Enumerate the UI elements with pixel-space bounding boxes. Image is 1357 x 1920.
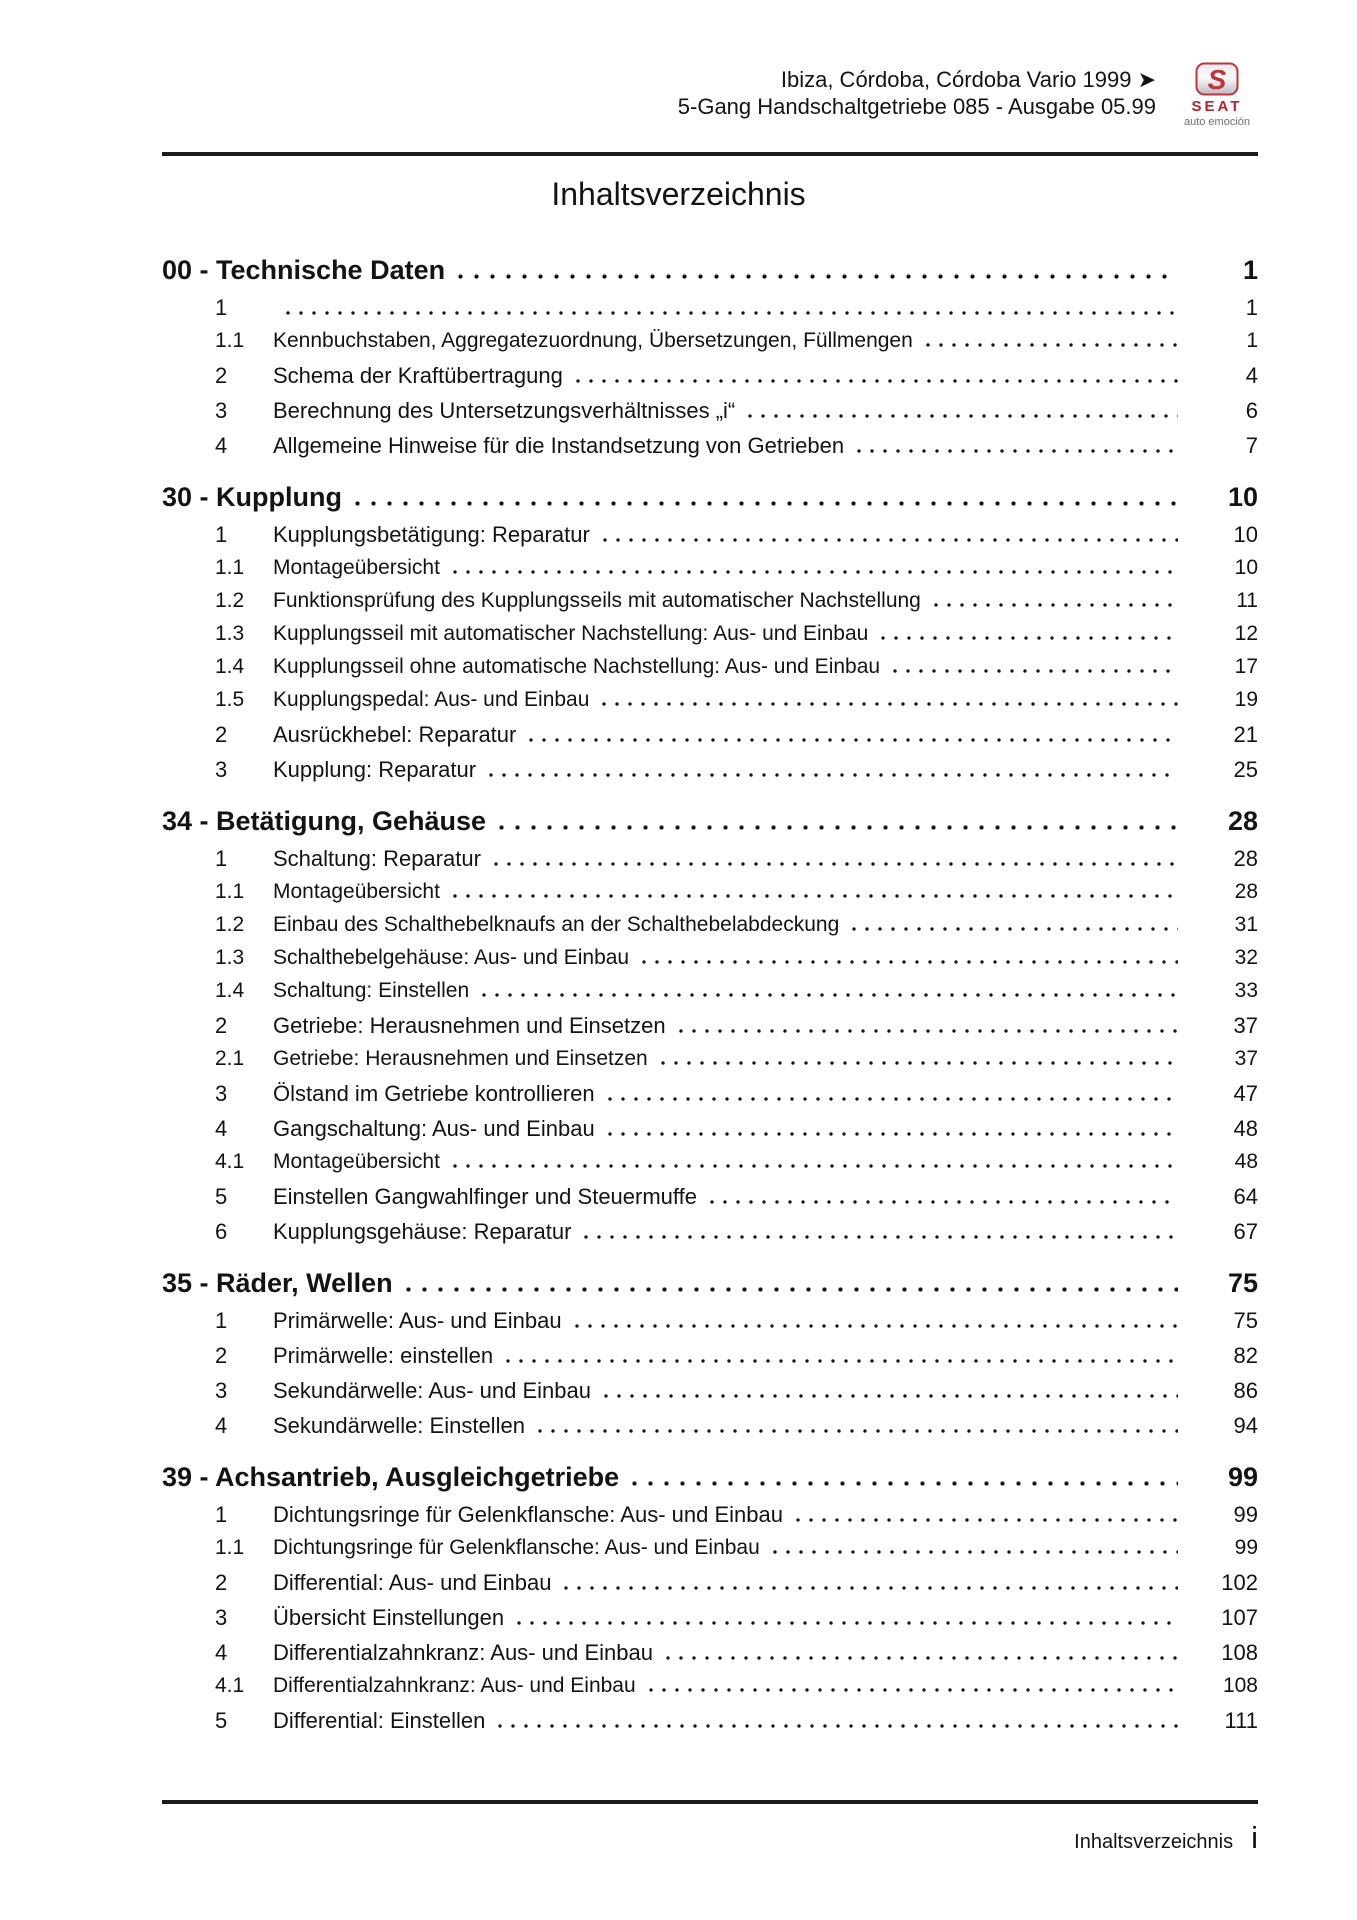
toc-section	[162, 805, 1258, 1245]
toc-chapter-row	[162, 1461, 1258, 1493]
toc-entry-row	[162, 621, 1258, 647]
toc-entry-number: 3	[215, 1378, 228, 1403]
toc-section	[162, 1267, 1258, 1439]
toc-entry-page-number: 11	[1236, 589, 1258, 612]
toc-entry-number: 1.4	[215, 979, 245, 1002]
toc-section	[162, 1461, 1258, 1734]
toc-entry-page-number: 28	[1234, 880, 1258, 903]
toc-entry-number: 1.2	[215, 589, 245, 612]
toc-entry-row	[162, 1308, 1258, 1334]
toc-entry-title: Montageübersicht	[273, 1150, 440, 1173]
dot-leader	[748, 414, 1178, 418]
toc-entry-page-number: 64	[1233, 1184, 1258, 1209]
dot-leader	[453, 894, 1178, 898]
toc-chapter-page-number: 99	[1227, 1462, 1258, 1492]
toc-entry-row	[162, 1081, 1258, 1107]
toc-entry-number: 4	[215, 1640, 228, 1665]
toc-entry-title: Ausrückhebel: Reparatur	[273, 722, 517, 747]
toc-chapter-row	[162, 1267, 1258, 1299]
toc-entry-number: 1	[215, 1308, 228, 1333]
toc-entry-page-number: 37	[1234, 1047, 1258, 1070]
dot-leader	[881, 636, 1178, 640]
toc-entry-number: 1.1	[215, 1536, 245, 1559]
toc-entry-page-number: 48	[1234, 1150, 1258, 1173]
toc-entry-number: 4	[215, 1413, 228, 1438]
toc-entry-title: Differentialzahnkranz: Aus- und Einbau	[273, 1640, 653, 1665]
toc-entry-number: 1	[215, 1502, 228, 1527]
toc-entry-page-number: 82	[1233, 1343, 1258, 1368]
dot-leader	[796, 1518, 1178, 1522]
toc-entry-page-number: 17	[1234, 655, 1258, 678]
toc-chapter-title: 39 - Achsantrieb, Ausgleichgetriebe	[162, 1462, 620, 1492]
toc-chapter-row	[162, 254, 1258, 286]
toc-entry-row	[162, 978, 1258, 1004]
toc-entry-title: Montageübersicht	[273, 556, 440, 579]
toc-entry-row	[162, 1413, 1258, 1439]
toc-entry-number: 2	[215, 1570, 228, 1595]
toc-entry-title: Ölstand im Getriebe kontrollieren	[273, 1081, 595, 1106]
seat-wordmark: SEAT	[1191, 98, 1243, 115]
toc-entry-number: 4.1	[215, 1674, 245, 1697]
dot-leader	[926, 343, 1178, 347]
toc-entry-page-number: 21	[1233, 722, 1258, 747]
toc-entry-page-number: 107	[1221, 1605, 1258, 1630]
dot-leader	[604, 1394, 1178, 1398]
toc-entry-number: 4	[215, 1116, 228, 1141]
toc-entry-title: Getriebe: Herausnehmen und Einsetzen	[273, 1013, 666, 1038]
dot-leader	[406, 1287, 1178, 1292]
footer-section-label: Inhaltsverzeichnis	[1074, 1831, 1234, 1853]
toc-entry-page-number: 108	[1221, 1640, 1258, 1665]
dot-leader	[453, 1164, 1178, 1168]
toc-chapter-title: 35 - Räder, Wellen	[162, 1268, 393, 1298]
toc-entry-row	[162, 363, 1258, 389]
dot-leader	[934, 603, 1178, 607]
toc-entry-row	[162, 1149, 1258, 1175]
dot-leader	[575, 1324, 1178, 1328]
toc-entry-title: Kupplungsseil mit automatischer Nachstellung: Aus- und Einbau	[273, 622, 869, 645]
toc-entry-row	[162, 1116, 1258, 1142]
toc-chapter-page-number: 10	[1227, 482, 1258, 512]
dot-leader	[286, 311, 1178, 315]
toc-entry-page-number: 1	[1245, 295, 1258, 320]
toc-entry-row	[162, 1378, 1258, 1404]
toc-entry-page-number: 75	[1233, 1308, 1258, 1333]
toc-entry-number: 3	[215, 1081, 228, 1106]
toc-entry-row	[162, 1570, 1258, 1596]
seat-emblem-icon	[1195, 62, 1239, 96]
dot-leader	[564, 1586, 1178, 1590]
toc-entry-page-number: 32	[1234, 946, 1258, 969]
toc-chapter-page-number: 75	[1227, 1268, 1258, 1298]
dot-leader	[584, 1235, 1178, 1239]
dot-leader	[494, 862, 1178, 866]
toc-entry-number: 2	[215, 1013, 228, 1038]
toc-entry-row	[162, 687, 1258, 713]
dot-leader	[632, 1481, 1178, 1486]
toc-entry-row	[162, 1343, 1258, 1369]
toc-entry-title: Allgemeine Hinweise für die Instandsetzung von Getrieben	[273, 433, 845, 458]
toc-entry-title: Einstellen Gangwahlfinger und Steuermuffe	[273, 1184, 697, 1209]
toc-entry-title: Schaltung: Reparatur	[273, 846, 481, 871]
toc-entry-title: Primärwelle: einstellen	[273, 1343, 494, 1368]
dot-leader	[482, 993, 1178, 997]
toc-entry-row	[162, 1046, 1258, 1072]
dot-leader	[498, 1724, 1178, 1728]
toc-entry-number: 2	[215, 363, 228, 388]
toc-entry-title: Differentialzahnkranz: Aus- und Einbau	[273, 1674, 636, 1697]
toc-entry-title: Schaltung: Einstellen	[273, 979, 470, 1002]
toc-entry-page-number: 108	[1222, 1674, 1258, 1697]
header-divider	[162, 152, 1258, 156]
toc-entry-title: Dichtungsringe für Gelenkflansche: Aus- und Einbau	[273, 1536, 760, 1559]
toc-entry-page-number: 99	[1233, 1502, 1258, 1527]
toc-chapter-row	[162, 805, 1258, 837]
toc-entry-number: 5	[215, 1184, 228, 1209]
seat-logo	[1176, 62, 1258, 128]
toc-entry-number: 6	[215, 1219, 228, 1244]
toc-chapter-page-number: 1	[1242, 255, 1258, 285]
dot-leader	[506, 1359, 1178, 1363]
toc-entry-number: 1.5	[215, 688, 245, 711]
dot-leader	[608, 1132, 1178, 1136]
header-manual-line: 5-Gang Handschaltgetriebe 085 - Ausgabe 05.99	[677, 94, 1156, 119]
toc-entry-title: Sekundärwelle: Aus- und Einbau	[273, 1378, 591, 1403]
toc-entry-row	[162, 588, 1258, 614]
toc-entry-page-number: 67	[1233, 1219, 1258, 1244]
toc-entry-number: 1.1	[215, 880, 245, 903]
toc-entry-number: 1	[215, 295, 228, 320]
header-model-line: Ibiza, Córdoba, Córdoba Vario 1999 ➤	[780, 67, 1156, 92]
toc-entry-row	[162, 1013, 1258, 1039]
toc-entry-page-number: 99	[1234, 1536, 1258, 1559]
toc-entry-page-number: 7	[1245, 433, 1258, 458]
toc-entry-number: 1.2	[215, 913, 245, 936]
toc-entry-number: 2	[215, 722, 228, 747]
toc-entry-number: 5	[215, 1708, 228, 1733]
toc-entry-row	[162, 722, 1258, 748]
toc-entry-title: Kupplungsseil ohne automatische Nachstellung: Aus- und Einbau	[273, 655, 881, 678]
toc-chapter-title: 34 - Betätigung, Gehäuse	[162, 806, 487, 836]
dot-leader	[517, 1621, 1178, 1625]
toc-entry-number: 3	[215, 1605, 228, 1630]
table-of-contents	[162, 254, 1258, 1734]
dot-leader	[649, 1688, 1178, 1692]
toc-entry-row	[162, 433, 1258, 459]
toc-entry-number: 1.1	[215, 329, 245, 352]
toc-entry-page-number: 19	[1234, 688, 1258, 711]
toc-entry-page-number: 102	[1221, 1570, 1258, 1595]
toc-chapter-title: 00 - Technische Daten	[162, 255, 446, 285]
dot-leader	[661, 1061, 1178, 1065]
dot-leader	[679, 1029, 1178, 1033]
toc-entry-page-number: 47	[1233, 1081, 1258, 1106]
toc-entry-row	[162, 555, 1258, 581]
toc-entry-title: Primärwelle: Aus- und Einbau	[273, 1308, 562, 1333]
toc-entry-page-number: 33	[1234, 979, 1258, 1002]
page-title: Inhaltsverzeichnis	[551, 176, 806, 212]
toc-entry-title: Montageübersicht	[273, 880, 440, 903]
dot-leader	[852, 927, 1178, 931]
toc-entry-number: 1.4	[215, 655, 245, 678]
toc-entry-title: Dichtungsringe für Gelenkflansche: Aus- und Einbau	[273, 1502, 783, 1527]
toc-entry-title: Kupplungsbetätigung: Reparatur	[273, 522, 590, 547]
toc-entry-number: 1.3	[215, 622, 245, 645]
toc-entry-row	[162, 757, 1258, 783]
svg-text:S: S	[1207, 64, 1227, 95]
dot-leader	[529, 738, 1178, 742]
toc-entry-title: Funktionsprüfung des Kupplungsseils mit automatischer Nachstellung	[273, 589, 921, 612]
toc-entry-page-number: 1	[1246, 329, 1258, 352]
toc-entry-title: Übersicht Einstellungen	[273, 1605, 505, 1630]
toc-entry-title: Differential: Aus- und Einbau	[273, 1570, 552, 1595]
toc-entry-row	[162, 1502, 1258, 1528]
dot-leader	[538, 1429, 1178, 1433]
toc-entry-page-number: 37	[1233, 1013, 1258, 1038]
toc-entry-title: Schalthebelgehäuse: Aus- und Einbau	[273, 946, 630, 969]
toc-entry-title: Differential: Einstellen	[273, 1708, 486, 1733]
dot-leader	[603, 538, 1178, 542]
toc-entry-row	[162, 328, 1258, 354]
toc-entry-number: 4.1	[215, 1150, 245, 1173]
toc-entry-page-number: 31	[1234, 913, 1258, 936]
toc-entry-row	[162, 945, 1258, 971]
toc-entry-row	[162, 295, 1258, 321]
toc-entry-row	[162, 879, 1258, 905]
toc-entry-row	[162, 1708, 1258, 1734]
toc-entry-row	[162, 1184, 1258, 1210]
toc-entry-row	[162, 1640, 1258, 1666]
dot-leader	[576, 379, 1178, 383]
toc-entry-number: 1	[215, 846, 228, 871]
toc-entry-title: Gangschaltung: Aus- und Einbau	[273, 1116, 595, 1141]
footer-page-number: i	[1251, 1820, 1258, 1855]
dot-leader	[489, 773, 1178, 777]
toc-entry-page-number: 10	[1233, 522, 1258, 547]
toc-entry-title: Berechnung des Untersetzungsverhältnisses „i“	[273, 398, 736, 423]
toc-entry-row	[162, 1673, 1258, 1699]
dot-leader	[602, 702, 1178, 706]
dot-leader	[453, 570, 1178, 574]
toc-entry-row	[162, 1535, 1258, 1561]
toc-entry-page-number: 48	[1233, 1116, 1258, 1141]
seat-tagline: auto emoción	[1183, 116, 1251, 128]
page-header	[162, 66, 1258, 128]
page-footer	[1074, 1822, 1258, 1854]
toc-section	[162, 481, 1258, 783]
toc-entry-number: 2	[215, 1343, 228, 1368]
dot-leader	[893, 669, 1178, 673]
dot-leader	[857, 449, 1178, 453]
toc-entry-page-number: 94	[1233, 1413, 1258, 1438]
toc-entry-number: 3	[215, 757, 228, 782]
toc-entry-title: Kupplung: Reparatur	[273, 757, 477, 782]
toc-entry-page-number: 111	[1224, 1708, 1258, 1733]
dot-leader	[642, 960, 1178, 964]
toc-entry-title: Getriebe: Herausnehmen und Einsetzen	[273, 1047, 648, 1070]
toc-chapter-row	[162, 481, 1258, 513]
toc-entry-row	[162, 1605, 1258, 1631]
toc-entry-row	[162, 522, 1258, 548]
toc-entry-number: 3	[215, 398, 228, 423]
toc-entry-page-number: 28	[1233, 846, 1258, 871]
dot-leader	[355, 501, 1178, 506]
toc-chapter-page-number: 28	[1227, 806, 1258, 836]
toc-entry-title: Kupplungsgehäuse: Reparatur	[273, 1219, 572, 1244]
toc-entry-number: 1.1	[215, 556, 245, 579]
toc-section	[162, 254, 1258, 459]
dot-leader	[499, 825, 1178, 830]
dot-leader	[608, 1097, 1178, 1101]
dot-leader	[710, 1200, 1178, 1204]
toc-entry-title: Einbau des Schalthebelknaufs an der Schalthebelabdeckung	[273, 913, 840, 936]
toc-entry-title: Kupplungspedal: Aus- und Einbau	[273, 688, 590, 711]
toc-entry-page-number: 6	[1245, 398, 1258, 423]
toc-entry-number: 2.1	[215, 1047, 245, 1070]
toc-entry-page-number: 12	[1234, 622, 1258, 645]
dot-leader	[666, 1656, 1178, 1660]
toc-entry-number: 1	[215, 522, 228, 547]
dot-leader	[458, 274, 1178, 279]
toc-entry-row	[162, 398, 1258, 424]
toc-entry-row	[162, 654, 1258, 680]
toc-entry-title: Kennbuchstaben, Aggregatezuordnung, Übersetzungen, Füllmengen	[273, 329, 913, 352]
toc-entry-row	[162, 912, 1258, 938]
toc-entry-number: 4	[215, 433, 228, 458]
toc-entry-page-number: 25	[1233, 757, 1258, 782]
toc-entry-row	[162, 846, 1258, 872]
dot-leader	[773, 1550, 1178, 1554]
toc-entry-page-number: 86	[1233, 1378, 1258, 1403]
header-title-block	[678, 66, 1156, 120]
toc-entry-page-number: 4	[1245, 363, 1258, 388]
toc-entry-number: 1.3	[215, 946, 245, 969]
toc-chapter-title: 30 - Kupplung	[162, 482, 342, 512]
toc-entry-title: Schema der Kraftübertragung	[273, 363, 563, 388]
toc-entry-title: Sekundärwelle: Einstellen	[273, 1413, 525, 1438]
toc-entry-row	[162, 1219, 1258, 1245]
toc-entry-page-number: 10	[1234, 556, 1258, 579]
footer-divider	[162, 1800, 1258, 1804]
